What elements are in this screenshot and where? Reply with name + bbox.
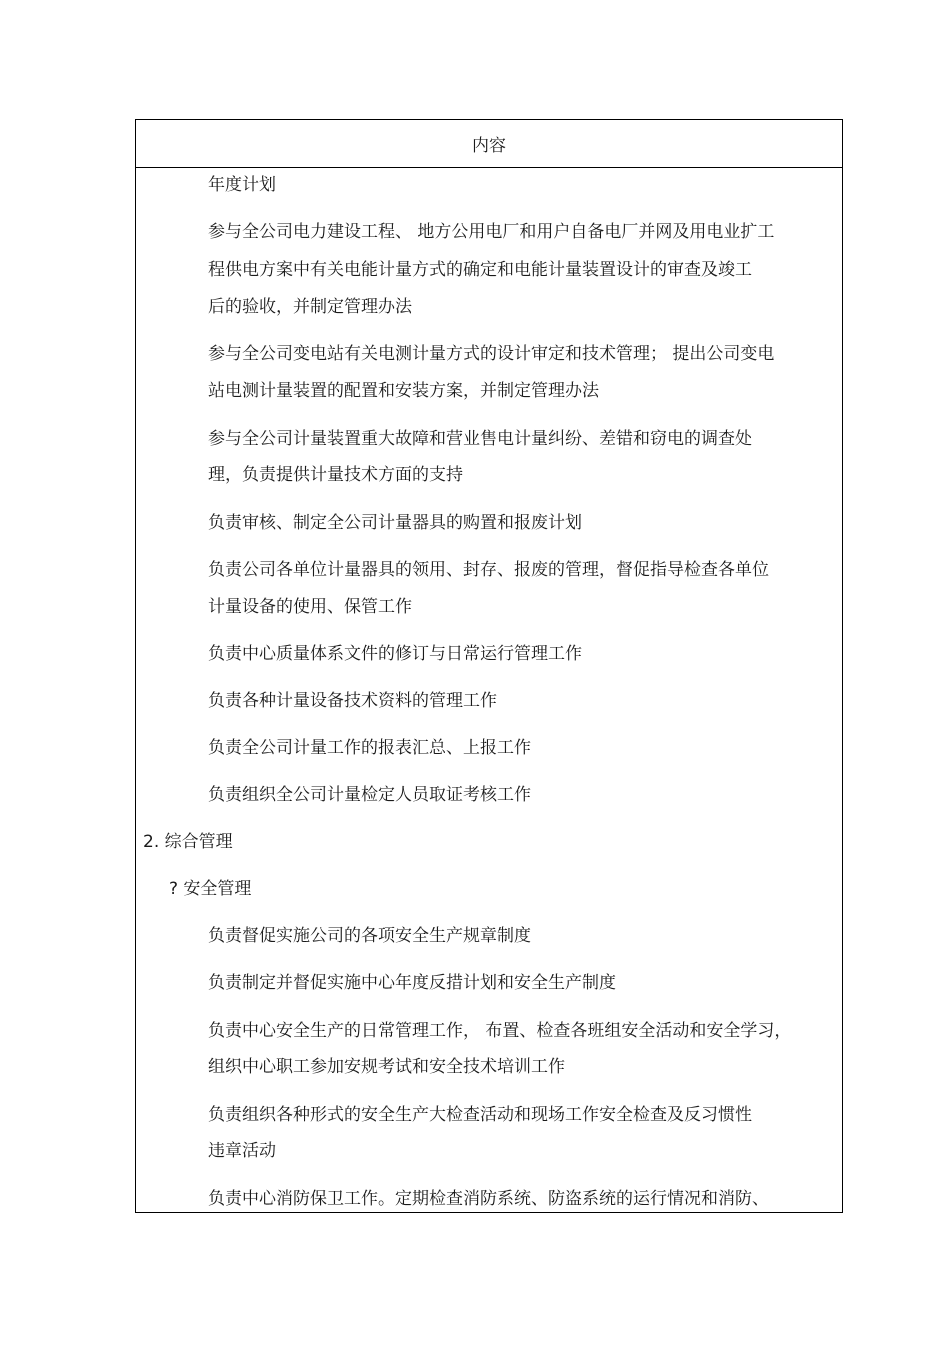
text-line: 站电测计量装置的配置和安装方案，并制定管理办法 <box>208 381 599 401</box>
text-line: 负责组织各种形式的安全生产大检查活动和现场工作安全检查及反习惯性 <box>208 1105 752 1125</box>
text-line: 参与全公司变电站有关电测计量方式的设计审定和技术管理； 提出公司变电 <box>208 344 775 364</box>
text-line: 负责组织全公司计量检定人员取证考核工作 <box>208 785 531 805</box>
text-line: 负责中心安全生产的日常管理工作， 布置、检查各班组安全活动和安全学习， <box>208 1021 792 1041</box>
table-header: 内容 <box>136 120 842 168</box>
text-line: 理，负责提供计量技术方面的支持 <box>208 465 463 485</box>
text-line: 参与全公司电力建设工程、 地方公用电厂和用户自备电厂并网及用电业扩工 <box>208 222 775 242</box>
content-table <box>135 119 843 1213</box>
text-line: 负责中心消防保卫工作。定期检查消防系统、防盗系统的运行情况和消防、 <box>208 1189 769 1209</box>
text-line: 违章活动 <box>208 1141 276 1161</box>
text-line: 计量设备的使用、保管工作 <box>208 597 412 617</box>
text-line: 程供电方案中有关电能计量方式的确定和电能计量装置设计的审查及竣工 <box>208 260 752 280</box>
text-line: 年度计划 <box>208 175 276 195</box>
text-line: 负责督促实施公司的各项安全生产规章制度 <box>208 926 531 946</box>
text-line: 组织中心职工参加安规考试和安全技术培训工作 <box>208 1057 565 1077</box>
text-line: 参与全公司计量装置重大故障和营业售电计量纠纷、差错和窃电的调查处 <box>208 429 752 449</box>
text-line: 后的验收，并制定管理办法 <box>208 297 412 317</box>
subsection-heading: ? 安全管理 <box>169 879 252 899</box>
text-line: 负责各种计量设备技术资料的管理工作 <box>208 691 497 711</box>
text-line: 负责公司各单位计量器具的领用、封存、报废的管理，督促指导检查各单位 <box>208 560 769 580</box>
text-line: 负责全公司计量工作的报表汇总、上报工作 <box>208 738 531 758</box>
text-line: 负责审核、制定全公司计量器具的购置和报废计划 <box>208 513 582 533</box>
text-line: 负责中心质量体系文件的修订与日常运行管理工作 <box>208 644 582 664</box>
section-heading: 2. 综合管理 <box>143 832 233 852</box>
text-line: 负责制定并督促实施中心年度反措计划和安全生产制度 <box>208 973 616 993</box>
